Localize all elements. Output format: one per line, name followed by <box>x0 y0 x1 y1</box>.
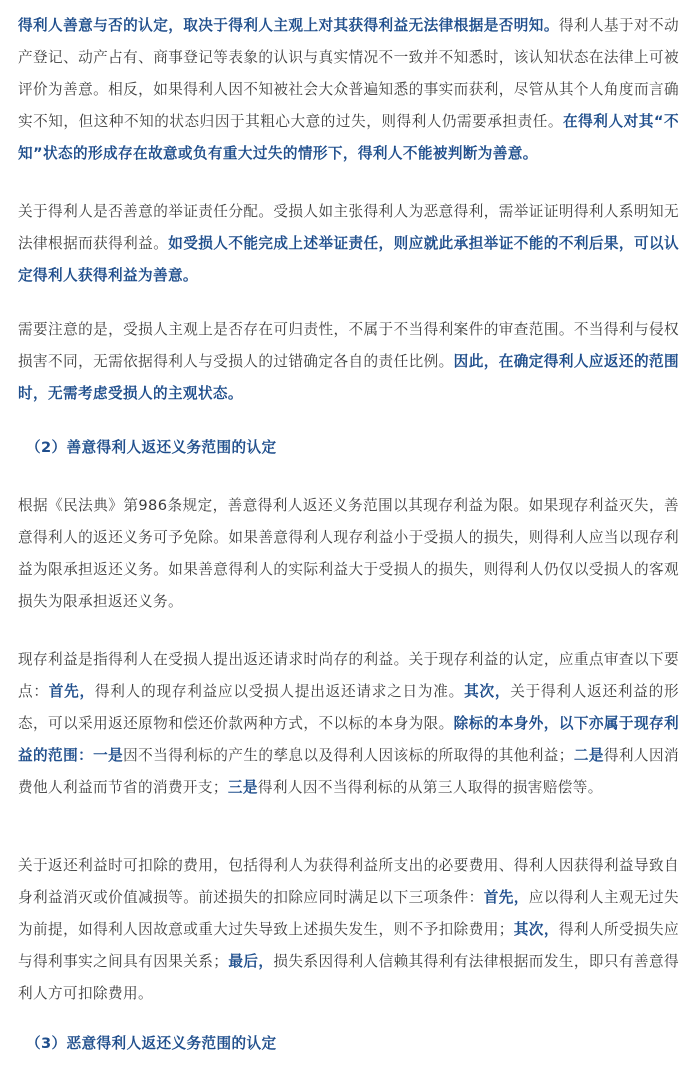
body-text: 需要注意的是，受损人主观上是否存在可归责性，不属于不当得利案件的审查范围。不当得利与侵权损害不同，无需依据得利人与受损人的过错确定各自的责任比例。 <box>18 321 679 370</box>
highlighted-text: 除标的本身外，以下亦属于现存利益的范围：一是 <box>18 715 679 764</box>
highlighted-text: 首先， <box>48 683 95 700</box>
section-heading-bad-faith-scope: （3）恶意得利人返还义务范围的认定 <box>26 1035 277 1052</box>
body-text: 因不当得利标的产生的孳息以及得利人因该标的所取得的其他利益； <box>123 747 574 764</box>
highlighted-text: 二是 <box>573 747 604 764</box>
body-text: 得利人因消费他人利益而节省的消费开支； <box>18 747 679 796</box>
body-text: 得利人基于对不动产登记、动产占有、商事登记等表象的认识与真实情况不一致并不知悉时，该认知状态在法律上可被评价为善意。相反，如果得利人因不知被社会大众普遍知悉的事实而获利，尽管从其个人角度而言确实不知，但这种不知的状态归因于其粗心大意的过失，则得利人仍需要承担责任。 <box>18 17 680 130</box>
highlighted-text: 其次， <box>464 683 511 700</box>
body-text: 现存利益是指得利人在受损人提出返还请求时尚存的利益。关于现存利益的认定，应重点审查以下要点： <box>18 651 679 700</box>
paragraph-existing-benefit <box>18 644 679 804</box>
section-heading-good-faith-scope: （2）善意得利人返还义务范围的认定 <box>26 439 277 456</box>
paragraph-burden-of-proof <box>18 196 679 292</box>
highlighted-text: 因此，在确定得利人应返还的范围时，无需考虑受损人的主观状态。 <box>18 353 679 402</box>
body-text: 损失系因得利人信赖其得利有法律根据而发生，即只有善意得利人方可扣除费用。 <box>18 953 679 1002</box>
highlighted-text: 最后， <box>228 953 274 970</box>
body-text: 得利人因不当得利标的从第三人取得的损害赔偿等。 <box>257 779 603 796</box>
body-text: 得利人的现存利益应以受损人提出返还请求之日为准。 <box>94 683 465 700</box>
paragraph-victim-fault <box>18 314 679 410</box>
highlighted-text: 其次， <box>513 921 559 938</box>
body-text: 得利人所受损失应与得利事实之间具有因果关系； <box>18 921 680 970</box>
paragraph-civil-code-986 <box>18 490 679 618</box>
paragraph-deductible-costs <box>18 850 679 1010</box>
highlighted-text: 在得利人对其“不知”状态的形成存在故意或负有重大过失的情形下，得利人不能被判断为善意。 <box>18 113 679 162</box>
highlighted-text: 三是 <box>227 779 258 796</box>
body-text: 应以得利人主观无过失为前提，如得利人因故意或重大过失导致上述损失发生，则不予扣除费用； <box>18 889 679 938</box>
highlighted-text: 首先， <box>483 889 529 906</box>
body-text: 关于得利人返还利益的形态，可以采用返还原物和偿还价款两种方式，不以标的本身为限。 <box>18 683 680 732</box>
body-text: 关于返还利益时可扣除的费用，包括得利人为获得利益所支出的必要费用、得利人因获得利益导致自身利益消灭或价值减损等。前述损失的扣除应同时满足以下三项条件： <box>18 857 679 906</box>
paragraph-good-faith-determination <box>18 10 679 170</box>
highlighted-text: 如受损人不能完成上述举证责任，则应就此承担举证不能的不利后果，可以认定得利人获得利益为善意。 <box>18 235 679 284</box>
body-text: 关于得利人是否善意的举证责任分配。受损人如主张得利人为恶意得利，需举证证明得利人系明知无法律根据而获得利益。 <box>18 203 679 252</box>
highlighted-text: 得利人善意与否的认定，取决于得利人主观上对其获得利益无法律根据是否明知。 <box>18 17 559 34</box>
body-text: 根据《民法典》第986条规定，善意得利人返还义务范围以其现存利益为限。如果现存利益灭失，善意得利人的返还义务可予免除。如果善意得利人现存利益小于受损人的损失，则得利人应当以现存利益为限承担返还义务。如果善意得利人的实际利益大于受损人的损失，则得利人仍仅以受损人的客观损失为限承担返还义务。 <box>18 497 679 610</box>
